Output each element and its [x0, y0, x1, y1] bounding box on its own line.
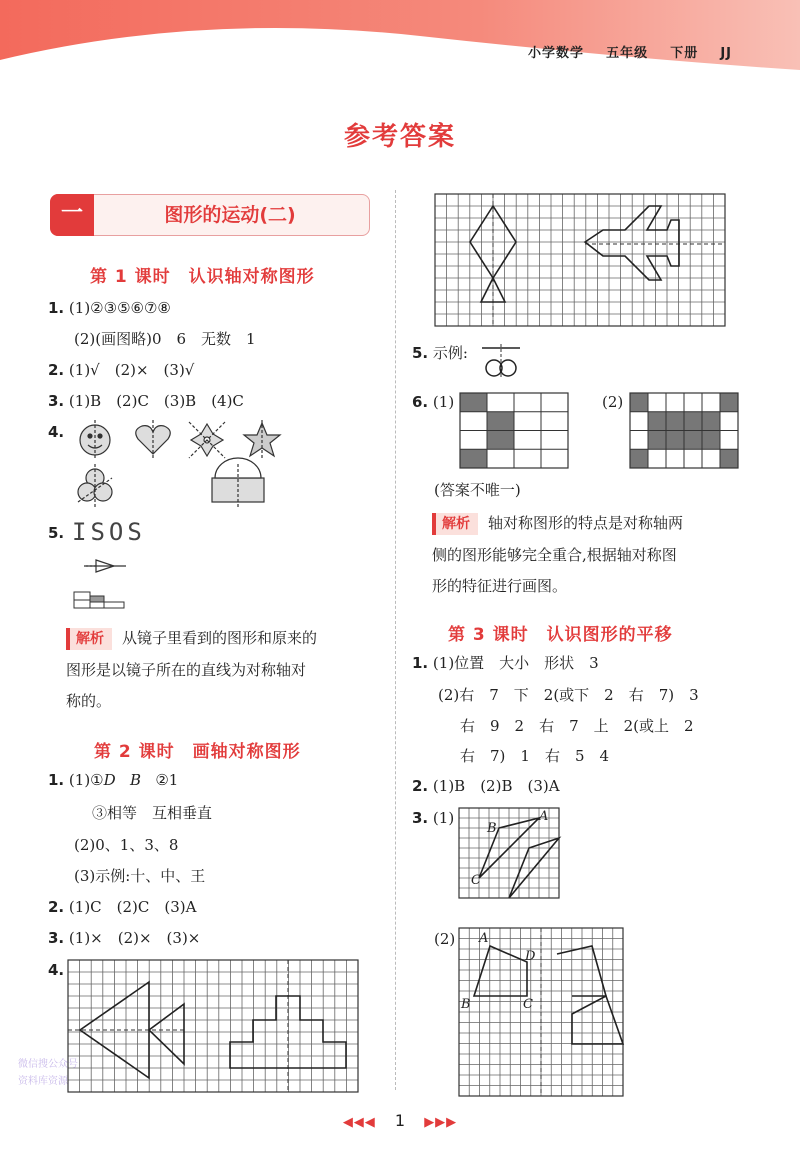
- l2-q2: [48, 897, 196, 917]
- l1-q1-a: (1)②③⑤⑥⑦⑧: [68, 299, 171, 317]
- l3-q3-quad: [474, 946, 527, 996]
- l2-q1-a-d: D: [103, 771, 116, 789]
- l3-q3-quad-reflected: [557, 946, 606, 996]
- l3-q3-num: 3.: [412, 809, 429, 827]
- page-footer: [0, 1111, 800, 1130]
- star-icon: [244, 420, 280, 460]
- r-q6-note: (答案不唯一): [434, 481, 521, 499]
- header-book-info: [528, 42, 732, 61]
- l1-q2: [48, 360, 194, 380]
- l2-q1-num: 1.: [48, 771, 65, 789]
- page-number: 1: [394, 1111, 406, 1130]
- l3-q3-label-c2: C: [523, 997, 533, 1012]
- l1-q1-line1: [48, 298, 171, 318]
- steps-blocks-icon: [74, 592, 124, 608]
- l2-q4-num: 4.: [48, 961, 65, 979]
- l2-q3: [48, 928, 200, 948]
- l1-analysis-line3: 称的。: [66, 692, 112, 710]
- l1-q2-text: (1)√ (2)× (3)√: [68, 361, 195, 379]
- l1-q3-text: (1)B (2)C (3)B (4)C: [68, 392, 244, 410]
- r-q6-part2-label: (2): [602, 393, 624, 411]
- l3-q3-label-a1: A: [539, 809, 549, 824]
- l3-q1-line1: [412, 653, 599, 673]
- header-edition: JJ: [720, 46, 732, 61]
- r-q5-label: 示例:: [432, 344, 468, 362]
- r-q5-figure: [480, 344, 522, 378]
- lesson1-title: 第 1 课时 认识轴对称图形: [90, 267, 315, 287]
- lesson3-title: 第 3 课时 认识图形的平移: [448, 625, 673, 645]
- l3-q3-part2-label: (2): [434, 930, 456, 948]
- trefoil-icon: [78, 464, 112, 508]
- l1-q1-line2: (2)(画图略)0 6 无数 1: [74, 330, 256, 348]
- r-analysis-text1: 轴对称图形的特点是对称轴两: [488, 514, 684, 532]
- header-subject: 小学数学: [527, 46, 584, 61]
- r-q4-grid: [435, 194, 725, 326]
- unit-number: 一: [50, 194, 94, 236]
- l2-q3-text: (1)× (2)× (3)×: [68, 929, 201, 947]
- semicircle-rect-icon: [212, 458, 264, 508]
- page-title: 参考答案: [343, 122, 456, 152]
- l1-q5-figures: [72, 556, 132, 616]
- l3-q1-line3: 右 9 2 右 7 上 2(或上 2: [460, 717, 694, 735]
- r-analysis-line3: 形的特征进行画图。: [432, 577, 568, 595]
- l3-q1-line4: 右 7) 1 右 5 4: [460, 747, 610, 765]
- l3-q2-text: (1)B (2)B (3)A: [432, 777, 560, 795]
- unit-title: 图形的运动(二): [164, 204, 296, 226]
- r-q6-num: 6.: [412, 393, 429, 411]
- footer-left-arrows: ◀◀◀: [342, 1115, 376, 1130]
- l2-q4-small-triangle: [149, 1004, 184, 1064]
- header-volume: 下册: [670, 46, 699, 61]
- l2-q1-line1: [48, 770, 178, 790]
- column-divider: [395, 190, 396, 1090]
- l3-q3-grid1: [459, 808, 559, 898]
- l3-q3-label-b1: B: [487, 821, 497, 836]
- diamond-star-icon: [189, 422, 225, 458]
- r-analysis-line1: [432, 513, 683, 535]
- l3-q1-num: 1.: [412, 654, 429, 672]
- l1-q3: [48, 391, 244, 411]
- r-q5-num: 5.: [412, 344, 429, 362]
- l2-q1-line4: (3)示例:十、中、王: [74, 867, 206, 885]
- l3-q1-a: (1)位置 大小 形状 3: [432, 654, 599, 672]
- r-q6-grid2: [630, 393, 738, 468]
- r-q6: [412, 392, 454, 412]
- l2-q4-grid: [68, 960, 358, 1092]
- l1-analysis-text1: 从镜子里看到的图形和原来的: [122, 629, 318, 647]
- watermark-line2: 资料库资源: [18, 1076, 68, 1087]
- l1-q1-num: 1.: [48, 299, 65, 317]
- r-q6-grid1: [460, 393, 568, 468]
- l1-q4: [48, 422, 64, 442]
- l3-q2: [412, 776, 560, 796]
- l2-q1-line2: ③相等 互相垂直: [92, 804, 213, 822]
- l1-q2-num: 2.: [48, 361, 65, 379]
- r-analysis-line2: 侧的图形能够完全重合,根据轴对称图: [432, 546, 677, 564]
- l3-q3-grid2: [459, 928, 623, 1096]
- heart-icon: [136, 420, 171, 460]
- r-q6-part1: (1): [432, 393, 455, 411]
- r-q5: [412, 343, 468, 363]
- l2-q2-num: 2.: [48, 898, 65, 916]
- l1-q4-shapes: [70, 420, 290, 520]
- smiley-icon: [80, 420, 110, 460]
- l2-q1-a-b: B: [129, 771, 141, 789]
- l1-q5: [48, 523, 64, 543]
- l2-q1-a-rest: ②1: [155, 771, 179, 789]
- l3-q3: [412, 808, 454, 828]
- r-analysis-tag: 解析: [432, 513, 478, 535]
- l1-analysis-line1: [66, 628, 317, 650]
- l2-q2-text: (1)C (2)C (3)A: [68, 898, 197, 916]
- flag-arrow-icon: [84, 560, 126, 572]
- watermark-line1: 微信搜公众号: [18, 1059, 78, 1070]
- l1-analysis-line2: 图形是以镜子所在的直线为对称轴对: [66, 661, 307, 679]
- l1-q5-mirror-text: ISOS: [72, 518, 146, 546]
- l2-q1-line3: (2)0、1、3、8: [74, 836, 179, 854]
- footer-right-arrows: ▶▶▶: [424, 1115, 458, 1130]
- lesson2-title: 第 2 课时 画轴对称图形: [94, 742, 301, 762]
- header-grade: 五年级: [606, 46, 649, 61]
- l1-analysis-tag: 解析: [66, 628, 112, 650]
- l3-q1-line2: (2)右 7 下 2(或下 2 右 7) 3: [438, 686, 699, 704]
- l1-q3-num: 3.: [48, 392, 65, 410]
- l3-q3-label-a2: A: [479, 931, 489, 946]
- l3-q3-part1: (1): [432, 809, 455, 827]
- l2-q1-a-prefix: (1)①: [68, 771, 104, 789]
- header-band: [0, 0, 800, 80]
- l3-q3-label-c1: C: [471, 873, 481, 888]
- l3-q2-num: 2.: [412, 777, 429, 795]
- l3-q3-label-b2: B: [461, 997, 471, 1012]
- l1-q4-num: 4.: [48, 423, 65, 441]
- l3-q3-quad-moved: [572, 996, 623, 1044]
- l1-q5-num: 5.: [48, 524, 65, 542]
- l3-q3-label-d2: D: [525, 949, 536, 964]
- l2-q3-num: 3.: [48, 929, 65, 947]
- l2-q4: [48, 960, 64, 980]
